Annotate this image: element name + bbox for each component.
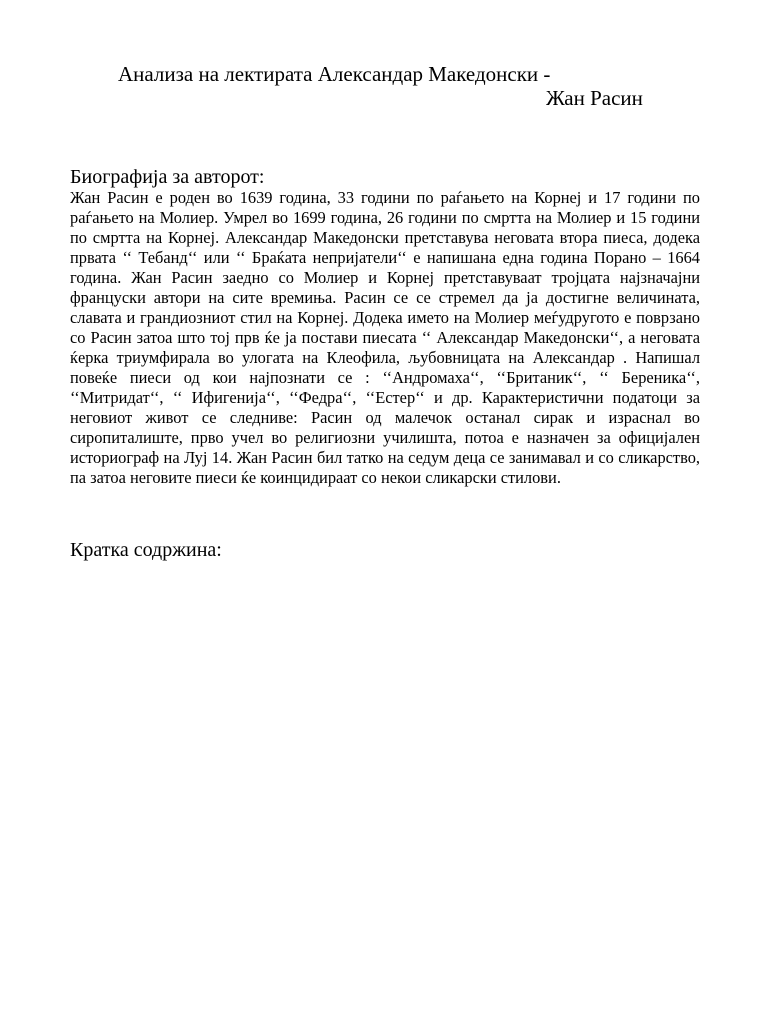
- summary-heading: Кратка содржина:: [70, 539, 222, 561]
- document-title: Анализа на лектирата Александар Македонски -: [118, 62, 551, 86]
- biography-heading: Биографија за авторот:: [70, 166, 265, 188]
- biography-paragraph: Жан Расин е роден во 1639 година, 33 години по раѓањето на Корнеј и 17 години по раѓањето на Молиер. Умрел во 1699 година, 26 години по смртта на Молиер и 15 години по смртта на Корнеј. Александар Македонски претставува неговата втора пиеса, додека првата ‘‘ Тебанд‘‘ или ‘‘ Браќата непријатели‘‘ е напишана една година Порано – 1664 година. Жан Расин заедно со Молиер и Корнеј претставуваат тројцата најзначајни француски автори на сите времиња. Расин се се стремел да ја достигне величината, славата и грандиозниот стил на Корнеј. Додека името на Молиер меѓудругото е поврзано со Расин затоа што тој прв ќе ја постави пиесата ‘‘ Александар Македонски‘‘, а неговата ќерка триумфирала во улогата на Клеофила, љубовницата на Александар . Напишал повеќе пиеси од кои најпознати се : ‘‘Андромаха‘‘, ‘‘Британик‘‘, ‘‘ Береника‘‘, ‘‘Митридат‘‘, ‘‘ Ифигенија‘‘, ‘‘Федра‘‘, ‘‘Естер‘‘ и др. Карактеристични податоци за неговиот живот се следниве: Расин од малечок останал сирак и израснал во сиропиталиште, прво учел во религиозни училишта, потоа е назначен за официјален историограф на Луј 14. Жан Расин бил татко на седум деца се занимавал и со сликарство, па затоа неговите пиеси ќе коинцидираат со некои сликарски стилови.: [70, 188, 700, 487]
- document-title-author: Жан Расин: [546, 86, 643, 110]
